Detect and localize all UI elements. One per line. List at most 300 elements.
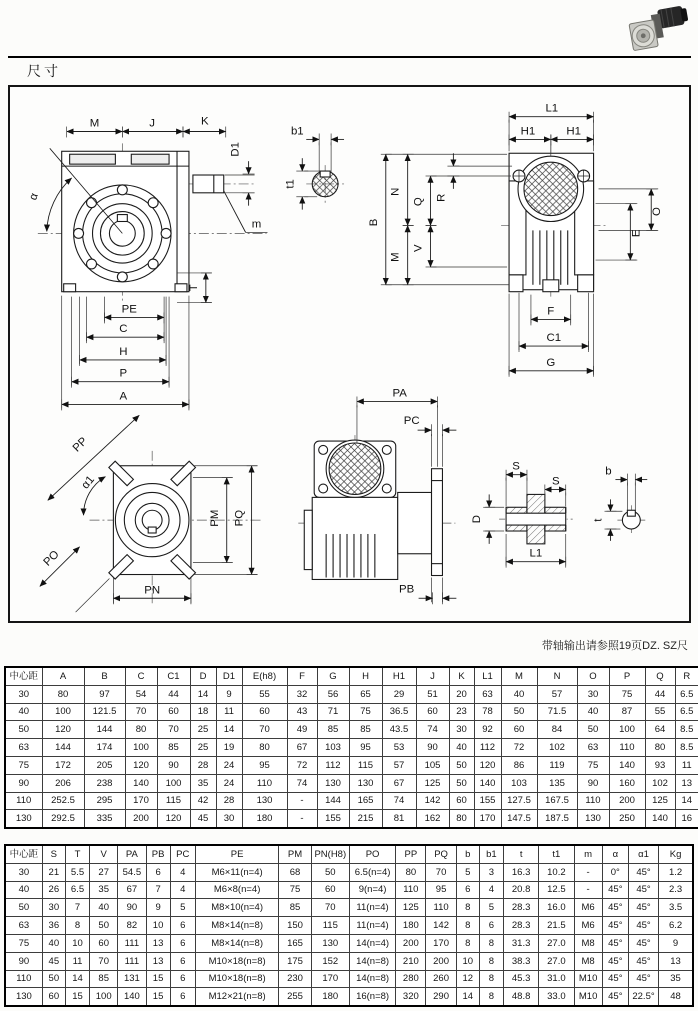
table-cell: 45° [628,881,658,899]
dimension-drawing-panel [8,85,691,623]
dim-label-S: S [512,460,520,473]
table-cell: 11(n=4) [349,917,395,935]
table-cell: 85 [279,899,311,917]
table-cell: 9 [216,685,242,703]
table-cell: 102 [645,774,675,792]
column-header: N [537,667,577,685]
table-cell: 6 [170,917,195,935]
table-cell: 11 [675,756,698,774]
table-cell: 115 [311,917,349,935]
column-header: T [65,845,89,863]
table-cell: 155 [317,810,349,828]
table-cell: 5 [456,863,479,881]
dim-label-PP: PP [70,435,91,455]
column-header: O [577,667,609,685]
table-cell: 24 [216,756,242,774]
column-header: PC [170,845,195,863]
table-cell: 130 [242,792,287,810]
dim-label-P: P [119,367,128,380]
table-cell: 16.0 [539,899,574,917]
dim-label-m: m [251,218,262,231]
table-cell: 50 [501,703,537,721]
table-cell: 180 [311,988,349,1006]
table-cell: 53 [382,739,416,757]
table-cell: 13 [146,934,170,952]
table-cell: 90 [577,774,609,792]
table-cell: 28.3 [504,899,539,917]
table-cell: 45° [602,917,628,935]
table-cell: 8 [479,970,503,988]
dim-label-V: V [412,244,425,252]
table-cell: 74 [416,721,449,739]
table-row [5,685,698,703]
table-cell: 200 [426,952,456,970]
page-title: 尺寸 [27,63,61,79]
column-header: K [449,667,474,685]
table-cell: 147.5 [501,810,537,828]
column-header: t [504,845,539,863]
table-cell: 45° [628,863,658,881]
column-header: S [42,845,65,863]
table-cell: 5 [170,899,195,917]
table-cell: 120 [157,810,190,828]
column-header: Kg [659,845,693,863]
dim-label-D: D [471,515,484,524]
table-cell: 14(n=8) [349,952,395,970]
table-cell: 63 [577,739,609,757]
dim-label-t1: t1 [284,179,297,189]
table-cell: 18 [190,703,216,721]
table-cell: 55 [645,703,675,721]
column-header: PM [279,845,311,863]
column-header: t1 [539,845,574,863]
column-header: C1 [157,667,190,685]
table-cell: 110 [5,792,42,810]
table-cell: 14 [190,685,216,703]
table-cell: 45 [190,810,216,828]
column-header: A [42,667,84,685]
table-cell: M8×14(n=8) [195,934,279,952]
table-cell: 152 [311,952,349,970]
table-cell: 54 [125,685,157,703]
dim-label-O: O [651,207,664,217]
table-cell: 31.0 [539,970,574,988]
table-cell: 6.5(n=4) [349,863,395,881]
table-cell: 170 [474,810,501,828]
column-header: G [317,667,349,685]
table-cell: 29 [382,685,416,703]
table-row [5,774,698,792]
table-cell: 57 [537,685,577,703]
table-cell: 14(n=8) [349,970,395,988]
table-cell: 45° [628,917,658,935]
table-cell: 49 [287,721,317,739]
table-cell: 6.5 [675,685,698,703]
table-cell: 85 [317,721,349,739]
table-row [5,899,693,917]
table-cell: 95 [242,756,287,774]
table-cell: 250 [609,810,645,828]
table-cell: M10 [574,970,602,988]
table-cell: 33.0 [539,988,574,1006]
table-cell: 12 [456,970,479,988]
table-cell: 31.3 [504,934,539,952]
table-cell: 27 [90,863,118,881]
table-cell: 105 [416,756,449,774]
table-cell: 80 [242,739,287,757]
dim-label-G: G [546,356,556,369]
table-cell: 111 [118,952,146,970]
table-cell: 10.2 [539,863,574,881]
table-cell: 110 [5,970,42,988]
table-cell: 187.5 [537,810,577,828]
table-cell: 5.5 [65,863,89,881]
table-cell: 13 [675,774,698,792]
table-cell: M8 [574,952,602,970]
column-header: J [416,667,449,685]
table-row [5,988,693,1006]
table-row [5,792,698,810]
table-cell: 12.5 [539,881,574,899]
column-header: PO [349,845,395,863]
table-row [5,917,693,935]
table-cell: 165 [279,934,311,952]
table-cell: 50 [577,721,609,739]
table-cell: 112 [317,756,349,774]
table-cell: 60 [42,988,65,1006]
table-cell: 40 [449,739,474,757]
reference-note: 带轴输出请参照19页DZ. SZ尺 [541,640,688,652]
table-cell: 25 [190,721,216,739]
table-cell: 112 [474,739,501,757]
table-cell: 85 [349,721,382,739]
table-cell: 110 [609,739,645,757]
table-cell: 44 [157,685,190,703]
table-cell: M8 [574,934,602,952]
dim-label-PC: PC [403,415,420,428]
table-cell: 170 [125,792,157,810]
table-cell: 45° [602,988,628,1006]
table-cell: M10 [574,988,602,1006]
table-cell: 60 [416,703,449,721]
table-cell: M8×14(n=8) [195,917,279,935]
table-row [5,952,693,970]
table-cell: 70 [90,952,118,970]
column-header: D1 [216,667,242,685]
dim-label-M: M [389,252,402,262]
column-header: PP [396,845,426,863]
table-cell: 9 [659,934,693,952]
table-cell: 6.5 [65,881,89,899]
table-cell: 140 [645,810,675,828]
table-cell: 121.5 [84,703,125,721]
table-cell: 50 [5,899,42,917]
table-cell: 13 [659,952,693,970]
front-view [50,148,224,291]
table-cell: 6.5 [675,703,698,721]
table-cell: 81 [382,810,416,828]
column-header: E(h8) [242,667,287,685]
table-cell: 48 [659,988,693,1006]
table-cell: 50 [42,970,65,988]
table-cell: 70 [242,721,287,739]
table-cell: 72 [287,756,317,774]
table-cell: M10×18(n=8) [195,952,279,970]
table-cell: 35 [190,774,216,792]
table-cell: 110 [396,881,426,899]
table-cell: 6 [170,952,195,970]
table-cell: 63 [474,685,501,703]
table-cell: 6.2 [659,917,693,935]
table-cell: 130 [349,774,382,792]
dim-label-E: E [630,229,643,238]
table-cell: 290 [426,988,456,1006]
table-cell: 165 [349,792,382,810]
table-cell: 4 [170,863,195,881]
dim-label-PM: PM [208,509,221,527]
table-cell: 51 [416,685,449,703]
table-cell: 167.5 [537,792,577,810]
dim-label-L1: L1 [529,547,543,560]
table-cell: 14 [216,721,242,739]
table-cell: 100 [125,739,157,757]
table-cell: 7 [146,881,170,899]
table-cell: 45° [602,899,628,917]
table-cell: 80 [449,810,474,828]
table-cell: 93 [645,756,675,774]
table-cell: 90 [157,756,190,774]
dim-label-N: N [389,187,402,196]
table-cell: 60 [157,703,190,721]
table-cell: 63 [5,917,42,935]
dim-label-A: A [119,390,128,403]
output-keyway-detail [622,510,640,529]
table-cell: 142 [426,917,456,935]
table-cell: 30 [449,721,474,739]
table-cell: 80 [645,739,675,757]
table-cell: 43.5 [382,721,416,739]
table-cell: 45° [628,899,658,917]
dim-label-S: S [551,475,560,488]
table-cell: 144 [84,721,125,739]
table-cell: 14 [675,792,698,810]
table-cell: 210 [396,952,426,970]
table-cell: 292.5 [42,810,84,828]
table-cell: 295 [84,792,125,810]
table-cell: 11(n=4) [349,899,395,917]
table-cell: 130 [5,988,42,1006]
table-cell: 205 [84,756,125,774]
table-cell: 252.5 [42,792,84,810]
table-cell: 25 [190,739,216,757]
table-cell: 7 [65,899,89,917]
input-shaft [193,175,224,193]
dim-label-PA: PA [392,387,407,400]
table-cell: 162 [416,810,449,828]
table-cell: 27.0 [539,952,574,970]
column-header: b [456,845,479,863]
dim-label-alpha: α [27,191,41,202]
table-cell: 71.5 [537,703,577,721]
table-cell: 90 [416,739,449,757]
table-cell: 70 [125,703,157,721]
table-cell: 131 [118,970,146,988]
table-row [5,703,698,721]
table-cell: 28 [216,792,242,810]
table-cell: 142 [416,792,449,810]
table-cell: 115 [157,792,190,810]
table-cell: 6 [170,988,195,1006]
table-cell: 40 [5,881,42,899]
table-cell: 45° [628,970,658,988]
table-cell: - [574,863,602,881]
table-cell: 50 [449,756,474,774]
table-cell: 90 [5,952,42,970]
table-cell: 200 [396,934,426,952]
table-cell: 9 [146,899,170,917]
table-cell: 20.8 [504,881,539,899]
table-cell: 110 [242,774,287,792]
column-header: C [125,667,157,685]
table-cell: 30 [577,685,609,703]
table-cell: 87 [609,703,645,721]
table-cell: 75 [577,756,609,774]
column-header: H1 [382,667,416,685]
header-rule [8,56,691,58]
table-cell: 155 [474,792,501,810]
table-cell: 44 [645,685,675,703]
table-cell: 335 [84,810,125,828]
table-cell: 2.3 [659,881,693,899]
table-cell: 26 [42,881,65,899]
table-cell: 206 [42,774,84,792]
dim-label-B: B [367,218,380,227]
column-header: B [84,667,125,685]
table-cell: 95 [349,739,382,757]
table-cell: 170 [311,970,349,988]
table-cell: 70 [311,899,349,917]
table-cell: 45° [602,934,628,952]
table-cell: 0° [602,863,628,881]
table-cell: 45° [602,952,628,970]
dim-label-H1: H1 [566,125,581,138]
table-cell: 54.5 [118,863,146,881]
table-cell: 24 [216,774,242,792]
table-cell: 135 [537,774,577,792]
table-cell: 38.3 [504,952,539,970]
table-cell: 110 [426,899,456,917]
table-cell: 84 [537,721,577,739]
table-row [5,970,693,988]
table-cell: 74 [287,774,317,792]
column-header: 中心距 [5,667,42,685]
table-cell: 180 [242,810,287,828]
table-cell: 30 [42,899,65,917]
table-cell: 86 [501,756,537,774]
side-view [509,153,594,291]
table-cell: 95 [426,881,456,899]
table-cell: 10 [65,934,89,952]
dim-label-K: K [201,115,209,128]
dim-label-PB: PB [399,583,415,596]
table-cell: 67 [118,881,146,899]
table-cell: 100 [42,703,84,721]
table-cell: 22.5° [628,988,658,1006]
table-cell: 144 [317,792,349,810]
table-cell: 172 [42,756,84,774]
table-cell: 60 [449,792,474,810]
column-header: V [90,845,118,863]
table-cell: 92 [474,721,501,739]
table-cell: 40 [42,934,65,952]
table-cell: M10×18(n=8) [195,970,279,988]
column-header: 中心距 [5,845,42,863]
table-cell: M6 [574,899,602,917]
table-cell: 8 [65,917,89,935]
dim-label-H: H [119,346,128,358]
dim-label-t: t [592,518,605,522]
dim-label-PN: PN [144,584,161,597]
table-cell: 48.8 [504,988,539,1006]
table-cell: 71 [317,703,349,721]
product-photo [623,5,695,57]
table-cell: 75 [609,685,645,703]
table-cell: 35 [90,881,118,899]
table-cell: 110 [577,792,609,810]
table-cell: 8 [456,934,479,952]
column-header: α [602,845,628,863]
table-cell: 14(n=4) [349,934,395,952]
output-flange-plate [432,469,443,576]
table-cell: 28 [190,756,216,774]
table-cell: 30 [5,685,42,703]
hollow-shaft-detail [505,494,567,543]
column-header: L1 [474,667,501,685]
table-cell: 42 [190,792,216,810]
table-row [5,810,698,828]
table-cell: 75 [5,934,42,952]
table-cell: 75 [5,756,42,774]
table-cell: 55 [242,685,287,703]
table-cell: 1.2 [659,863,693,881]
dim-label-b1: b1 [290,125,304,138]
table-cell: 65 [349,685,382,703]
table-cell: 200 [125,810,157,828]
table-cell: 6 [456,881,479,899]
table-cell: 4 [170,881,195,899]
dim-label-Q: Q [412,197,425,207]
table-cell: 27.0 [539,934,574,952]
column-header: PB [146,845,170,863]
table-row [5,756,698,774]
table-cell: 215 [349,810,382,828]
dim-label-J: J [149,117,156,130]
table-cell: 68 [279,863,311,881]
table-cell: 230 [279,970,311,988]
table-cell: 57 [382,756,416,774]
table-cell: 14 [65,970,89,988]
table-cell: 144 [42,739,84,757]
table-cell: 85 [90,970,118,988]
table-cell: 75 [349,703,382,721]
table-row [5,739,698,757]
dim-label-alpha1: α1 [79,473,97,492]
dim-label-b: b [605,465,612,478]
table-cell: 160 [609,774,645,792]
column-header: Q [645,667,675,685]
table-cell: 255 [279,988,311,1006]
table-cell: 3.5 [659,899,693,917]
